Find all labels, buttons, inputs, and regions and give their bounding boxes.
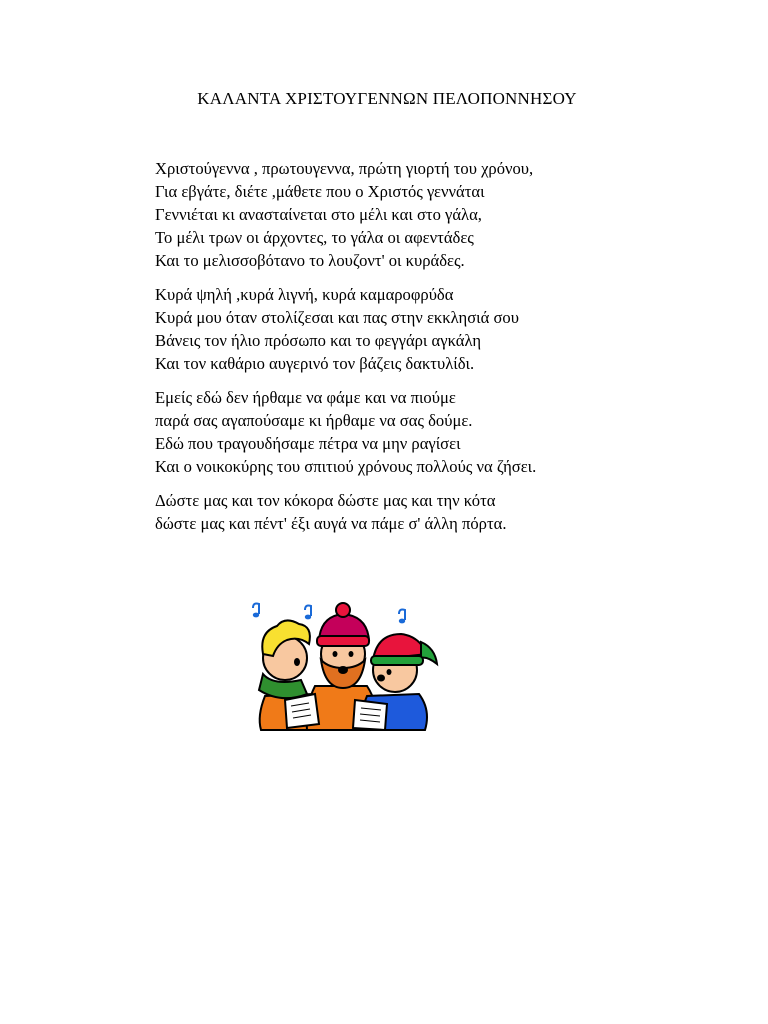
- music-note-icon: [399, 610, 405, 624]
- poem-line: Χριστούγεννα , πρωτουγεννα, πρώτη γιορτή του χρόνου,: [155, 159, 534, 178]
- poem-line: παρά σας αγαπούσαμε κι ήρθαμε να σας δούμε.: [155, 411, 473, 430]
- poem-line: Γεννιέται κι ανασταίνεται στο μέλι και στο γάλα,: [155, 205, 482, 224]
- song-sheet: [353, 700, 387, 730]
- carol-singers-clipart-icon: [245, 596, 445, 732]
- poem-line: δώστε μας και πέντ' έξι αυγά να πάμε σ' άλλη πόρτα.: [155, 514, 507, 533]
- poem-line: Και το μελισσοβότανο το λουζοντ' οι κυράδες.: [155, 251, 465, 270]
- page-title: ΚΑΛΑΝΤΑ ΧΡΙΣΤΟΥΓΕΝΝΩΝ ΠΕΛΟΠΟΝΝΗΣΟΥ: [197, 89, 577, 108]
- stanza-2: [155, 283, 715, 375]
- stanza-3: [155, 386, 715, 478]
- poem-line: Εμείς εδώ δεν ήρθαμε να φάμε και να πιούμε: [155, 388, 456, 407]
- stanza-1: [155, 157, 715, 272]
- poem-line: Κυρά ψηλή ,κυρά λιγνή, κυρά καμαροφρύδα: [155, 285, 454, 304]
- poem-line: Κυρά μου όταν στολίζεσαι και πας στην εκκλησιά σου: [155, 308, 519, 327]
- poem-line: Το μέλι τρων οι άρχοντες, το γάλα οι αφεντάδες: [155, 228, 474, 247]
- music-note-icon: [253, 604, 259, 618]
- poem-line: Εδώ που τραγουδήσαμε πέτρα να μην ραγίσει: [155, 434, 461, 453]
- poem-line: Και ο νοικοκύρης του σπιτιού χρόνους πολλούς να ζήσει.: [155, 457, 537, 476]
- music-note-icon: [305, 606, 311, 620]
- poem-line: Δώστε μας και τον κόκορα δώστε μας και την κότα: [155, 491, 496, 510]
- song-sheet: [285, 694, 319, 728]
- stanza-4: [155, 489, 715, 535]
- poem-line: Για εβγάτε, διέτε ,μάθετε που ο Χριστός γεννάται: [155, 182, 485, 201]
- poem-line: Βάνεις τον ήλιο πρόσωπο και το φεγγάρι αγκάλη: [155, 331, 482, 350]
- poem-line: Και τον καθάριο αυγερινό τον βάζεις δακτυλίδι.: [155, 354, 475, 373]
- poem-body: [155, 157, 715, 546]
